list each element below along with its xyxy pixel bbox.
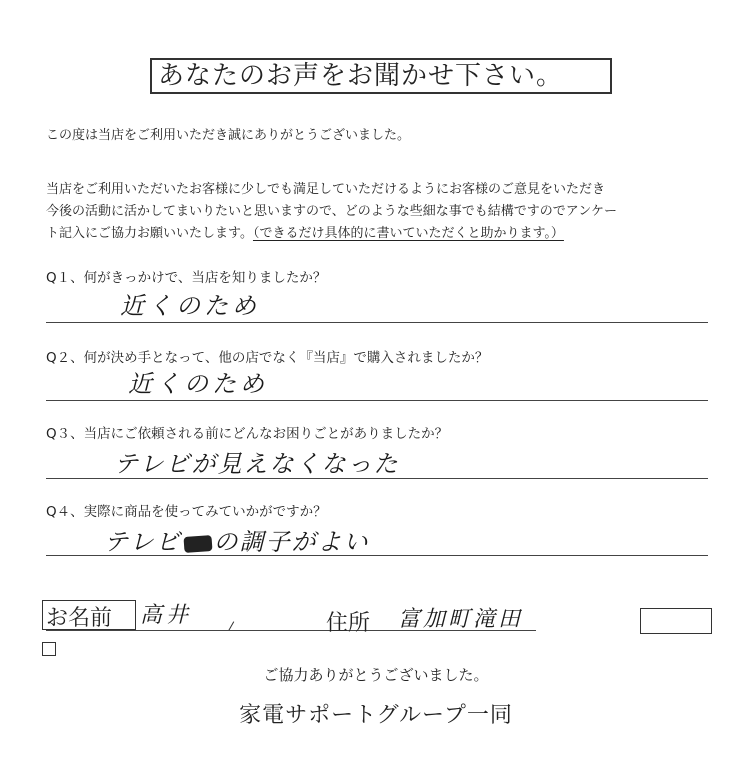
pen-mark	[228, 621, 244, 636]
answer-4-part-a: テレビ	[104, 528, 182, 556]
question-2: Q２、何が決め手となって、他の店でなく『当店』で購入されましたか？	[46, 350, 489, 366]
answer-3-line	[46, 478, 708, 479]
answer-4-line	[46, 555, 708, 556]
intro-line-4-prefix: ト記入にご協力お願いいたします。	[46, 226, 253, 241]
name-label: お名前	[46, 606, 113, 631]
intro-line-1: この度は当店をご利用いただき誠にありがとうございました。	[46, 128, 411, 143]
checkbox[interactable]	[42, 642, 56, 656]
intro-line-2: 当店をご利用いただいたお客様に少しでも満足していただけるようにお客様のご意見をいただき	[46, 182, 606, 197]
answer-2-line	[46, 400, 708, 401]
intro-line-4-note: （できるだけ具体的に書いていただくと助かります。）	[252, 226, 564, 241]
answer-2: 近くのため	[128, 370, 268, 398]
question-4: Q４、実際に商品を使ってみていかがですか？	[46, 504, 327, 520]
intro-line-4	[46, 222, 564, 241]
address-value: 富加町滝田	[398, 607, 524, 632]
answer-1-line	[46, 322, 708, 323]
answer-1: 近くのため	[120, 292, 260, 320]
name-value: 高井	[140, 603, 193, 628]
answer-3: テレビが見えなくなった	[114, 450, 400, 478]
crossed-out-scribble	[183, 535, 212, 553]
question-1: Q１、何がきっかけで、当店を知りましたか？	[46, 270, 327, 286]
survey-title: あなたのお声をお聞かせ下さい。	[150, 58, 612, 94]
address-label: 住所	[326, 611, 371, 636]
answer-4	[104, 522, 370, 557]
blank-box	[640, 608, 712, 634]
answer-4-part-b: の調子がよい	[213, 528, 370, 556]
thanks-message: ご協力ありがとうございました。	[263, 666, 489, 684]
group-signature: 家電サポートグループ一同	[239, 703, 513, 728]
question-3: Q３、当店にご依頼される前にどんなお困りごとがありましたか？	[46, 426, 449, 442]
intro-line-3: 今後の活動に活かしてまいりたいと思いますので、どのような些細な事でも結構ですのでアンケー	[46, 204, 617, 219]
